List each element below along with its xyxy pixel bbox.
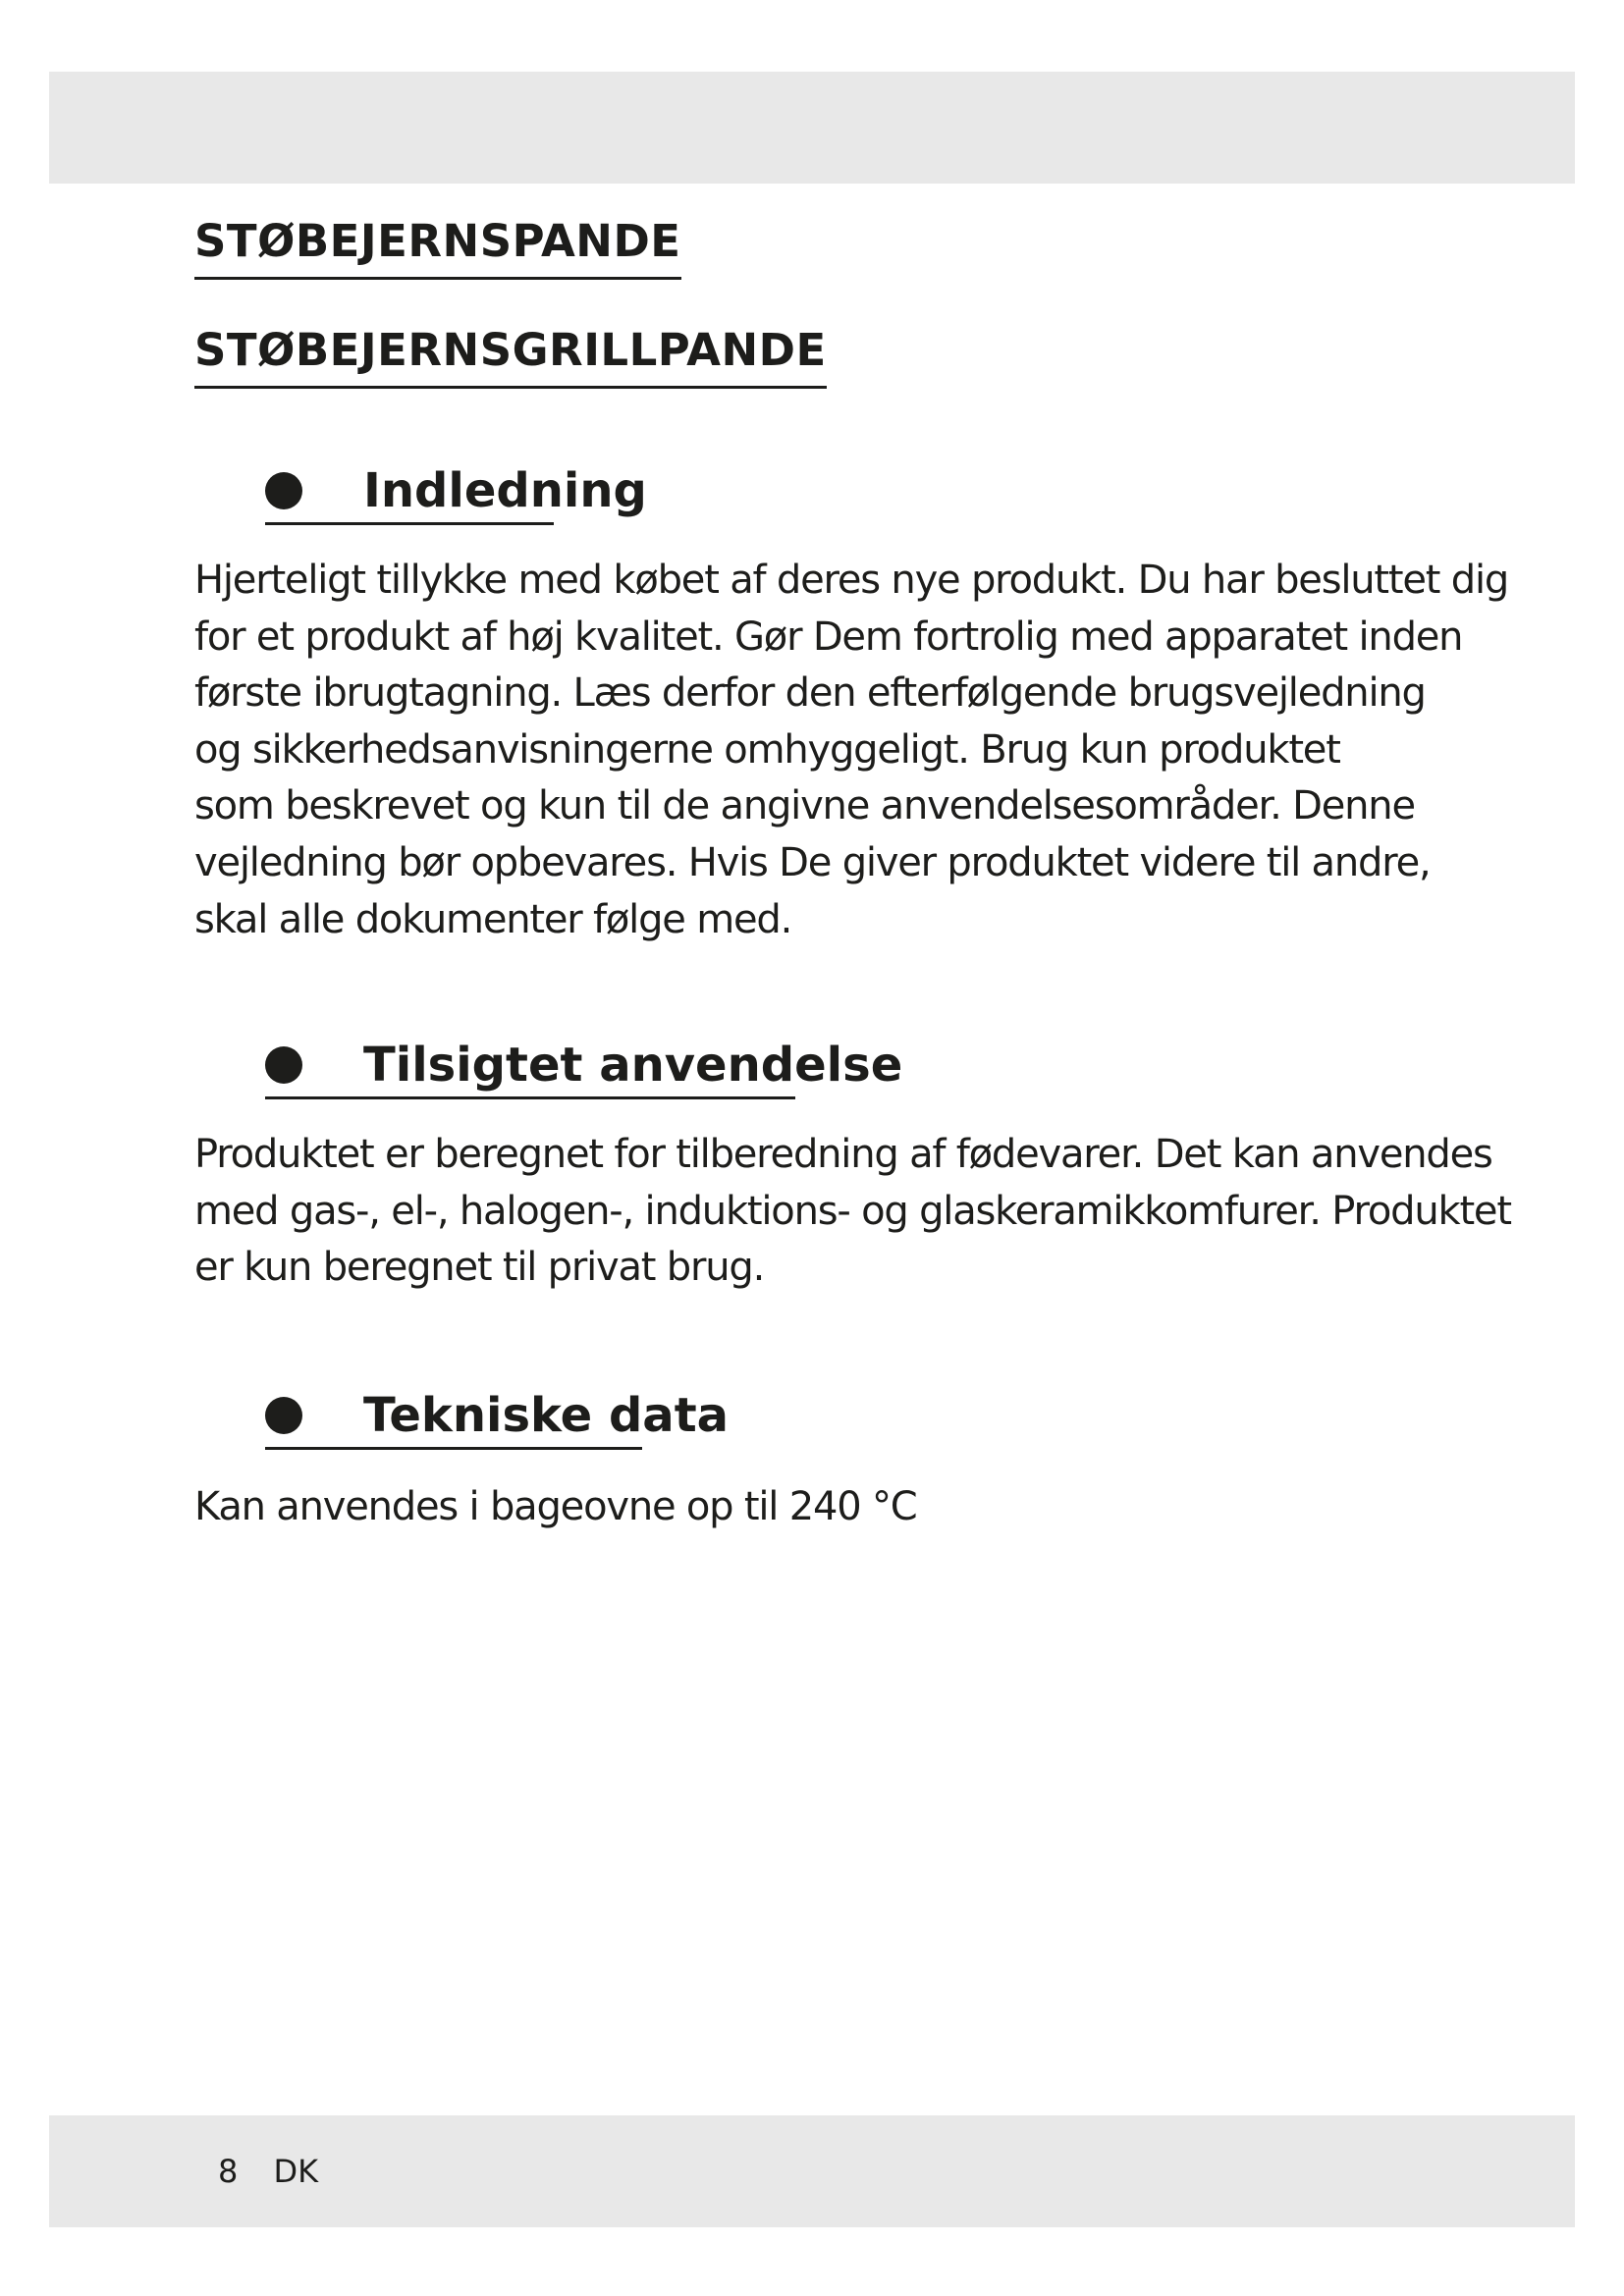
language-code: DK <box>273 2153 319 2190</box>
bullet-icon <box>265 1046 302 1084</box>
paragraph-line: Kan anvendes i bageovne op til 240 °C <box>194 1484 917 1529</box>
bullet-icon <box>265 472 302 509</box>
heading-underline <box>265 522 554 525</box>
section-heading-text: Tekniske data <box>363 1388 730 1443</box>
heading-underline <box>265 1447 642 1450</box>
heading-underline <box>265 1096 795 1099</box>
page-number: 8 <box>218 2153 239 2190</box>
paragraph-line: skal alle dokumenter følge med. <box>194 896 792 942</box>
paragraph-line: og sikkerhedsanvisningerne omhyggeligt. Brug kun produktet <box>194 726 1340 773</box>
section-paragraph-indledning <box>194 553 1509 948</box>
paragraph-line: er kun beregnet til privat brug. <box>194 1245 765 1291</box>
section-paragraph-tekniske-data <box>194 1479 1461 1536</box>
paragraph-line: første ibrugtagning. Læs derfor den efterfølgende brugsvejledning <box>194 670 1426 717</box>
header-band <box>49 72 1575 184</box>
paragraph-line: Hjerteligt tillykke med købet af deres nye produkt. Du har besluttet dig <box>194 558 1509 603</box>
bullet-icon <box>265 1397 302 1434</box>
section-heading-text: Indledning <box>363 463 647 518</box>
page-subtitle: STØBEJERNSGRILLPANDE <box>194 321 827 389</box>
paragraph-line: vejledning bør opbevares. Hvis De giver produktet videre til andre, <box>194 839 1431 885</box>
section-heading-text: Tilsigtet anvendelse <box>363 1038 903 1093</box>
page-title: STØBEJERNSPANDE <box>194 212 681 280</box>
paragraph-line: med gas-, el-, halogen-, induktions- og glaskeramikkomfurer. Produktet <box>194 1188 1511 1234</box>
page-footer <box>218 2148 318 2195</box>
paragraph-line: for et produkt af høj kvalitet. Gør Dem fortrolig med apparatet inden <box>194 614 1463 660</box>
paragraph-line: Produktet er beregnet for tilberedning af fødevarer. Det kan anvendes <box>194 1132 1492 1177</box>
section-paragraph-tilsigtet-anvendelse <box>194 1127 1511 1297</box>
paragraph-line: som beskrevet og kun til de angivne anvendelsesområder. Denne <box>194 783 1415 829</box>
